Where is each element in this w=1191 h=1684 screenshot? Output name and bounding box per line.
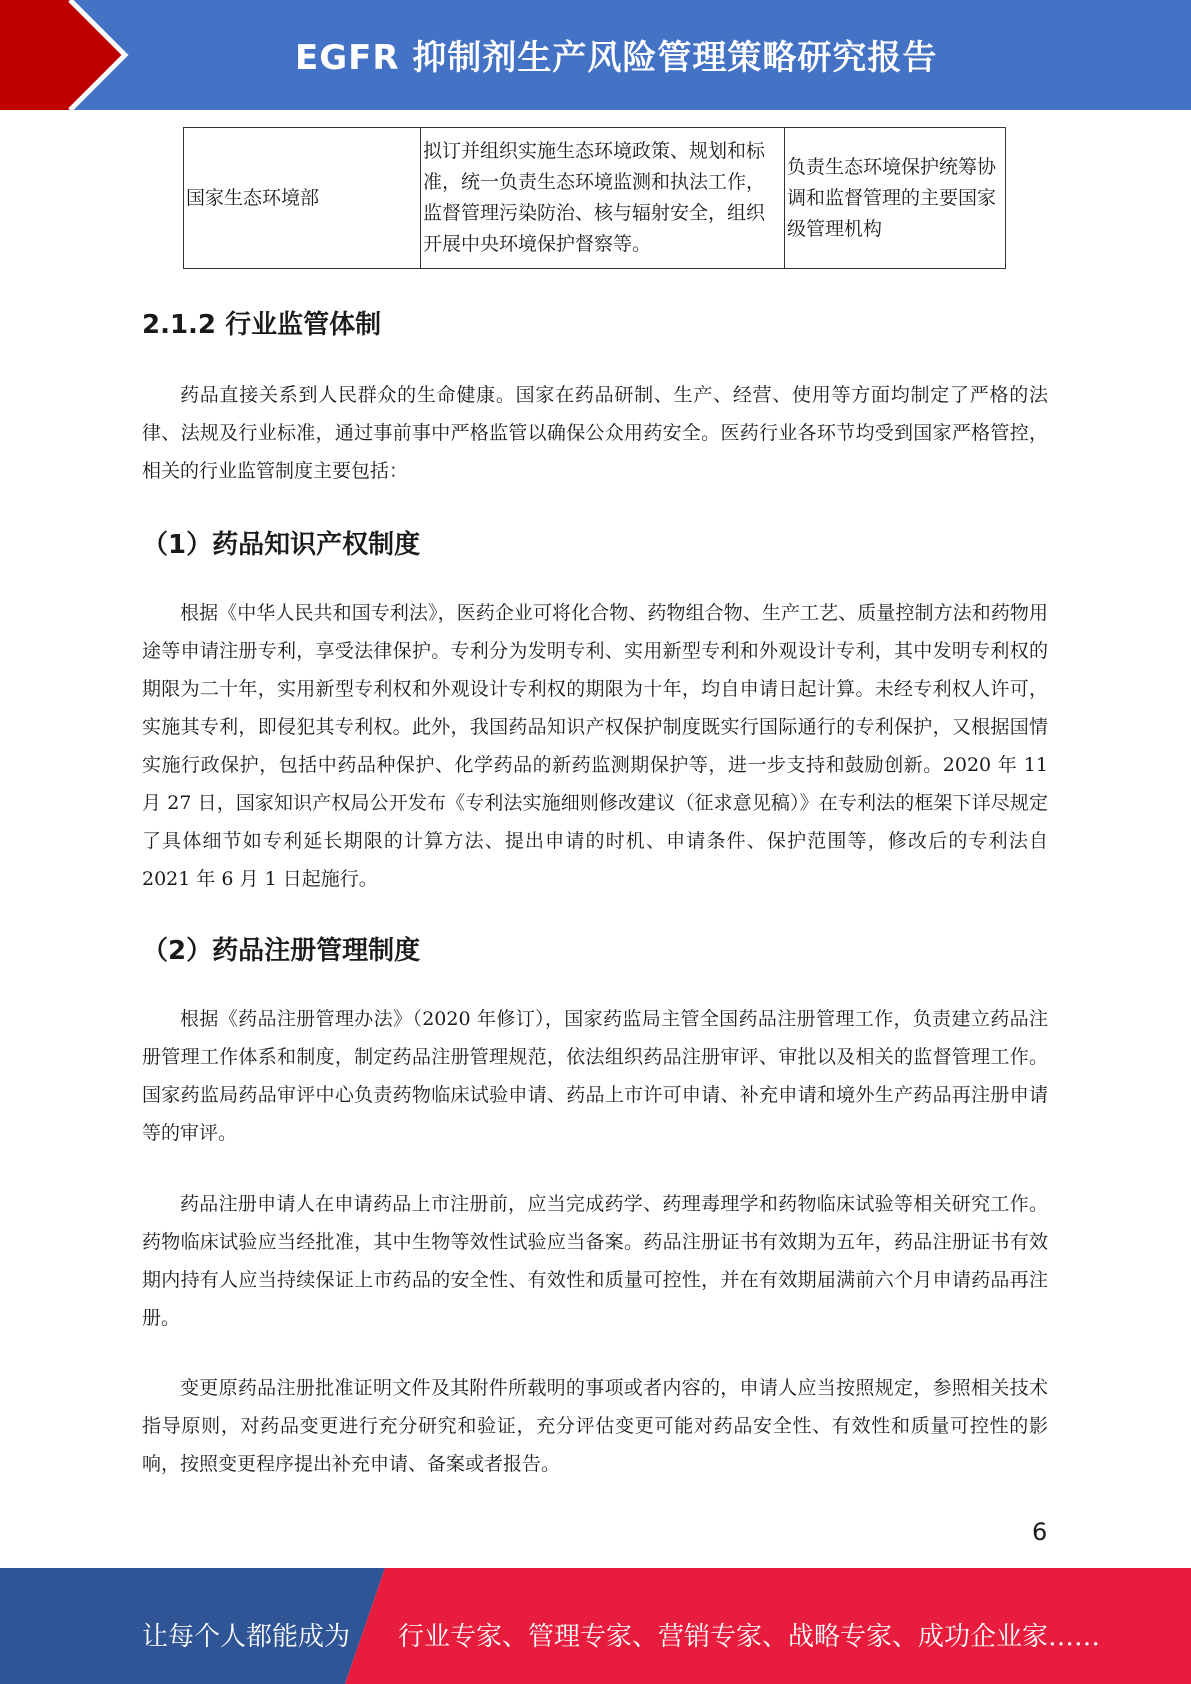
subsection-heading-registration: （2）药品注册管理制度 [142, 936, 421, 966]
ip-paragraph: 根据《中华人民共和国专利法》，医药企业可将化合物、药物组合物、生产工艺、质量控制方法和药物用途等申请注册专利，享受法律保护。专利分为发明专利、实用新型专利和外观设计专利，其中发明专利权的期限为二十年，实用新型专利权和外观设计专利权的期限为十年，均自申请日起计算。未经专利权人许可，实施其专利，即侵犯其专利权。此外，我国药品知识产权保护制度既实行国际通行的专利保护，又根据国情实施行政保护，包括中药品种保护、化学药品的新药监测期保护等，进一步支持和鼓励创新。2020 年 11 月 27 日，国家知识产权局公开发布《专利法实施细则修改建议（征求意见稿）》在专利法的框架下详尽规定了具体细节如专利延长期限的计算方法、提出申请的时机、申请条件、保护范围等，修改后的专利法自 2021 年 6 月 1 日起施行。 [142, 602, 1048, 890]
report-title: EGFR 抑制剂生产风险管理策略研究报告 [295, 38, 938, 78]
section-intro-paragraph: 药品直接关系到人民群众的生命健康。国家在药品研制、生产、经营、使用等方面均制定了严格的法律、法规及行业标准，通过事前事中严格监管以确保公众用药安全。医药行业各环节均受到国家严格管控，相关的行业监管制度主要包括： [142, 384, 1048, 482]
registration-paragraph-3: 变更原药品注册批准证明文件及其附件所载明的事项或者内容的，申请人应当按照规定，参照相关技术指导原则，对药品变更进行充分研究和验证，充分评估变更可能对药品安全性、有效性和质量可控性的影响，按照变更程序提出补充申请、备案或者报告。 [142, 1377, 1048, 1475]
page-footer [0, 1568, 1191, 1684]
footer-slogan-left: 让每个人都能成为 [142, 1622, 351, 1652]
registration-paragraph-1: 根据《药品注册管理办法》（2020 年修订），国家药监局主管全国药品注册管理工作，负责建立药品注册管理工作体系和制度，制定药品注册管理规范，依法组织药品注册审评、审批以及相关的监督管理工作。国家药监局药品审评中心负责药物临床试验申请、药品上市许可申请、补充申请和境外生产药品再注册申请等的审评。 [142, 1008, 1048, 1144]
agency-name-cell: 国家生态环境部 [184, 128, 421, 269]
agency-table [183, 127, 1006, 269]
registration-paragraph-2: 药品注册申请人在申请药品上市注册前，应当完成药学、药理毒理学和药物临床试验等相关研究工作。药物临床试验应当经批准，其中生物等效性试验应当备案。药品注册证书有效期为五年，药品注册证书有效期内持有人应当持续保证上市药品的安全性、有效性和质量可控性，并在有效期届满前六个月申请药品再注册。 [142, 1193, 1048, 1329]
header-red-arrow [0, 0, 150, 110]
footer-slogan-right: 行业专家、管理专家、营销专家、战略专家、成功企业家…… [398, 1622, 1101, 1652]
page-number: 6 [1032, 1518, 1048, 1546]
agency-role-cell: 负责生态环境保护统筹协调和监督管理的主要国家级管理机构 [785, 128, 1006, 269]
subsection-heading-ip: （1）药品知识产权制度 [142, 530, 421, 560]
page-header [0, 0, 1191, 110]
agency-duty-cell: 拟订并组织实施生态环境政策、规划和标准，统一负责生态环境监测和执法工作，监督管理污染防治、核与辐射安全，组织开展中央环境保护督察等。 [421, 128, 785, 269]
table-row [184, 128, 1006, 269]
section-heading: 2.1.2 行业监管体制 [142, 310, 382, 340]
